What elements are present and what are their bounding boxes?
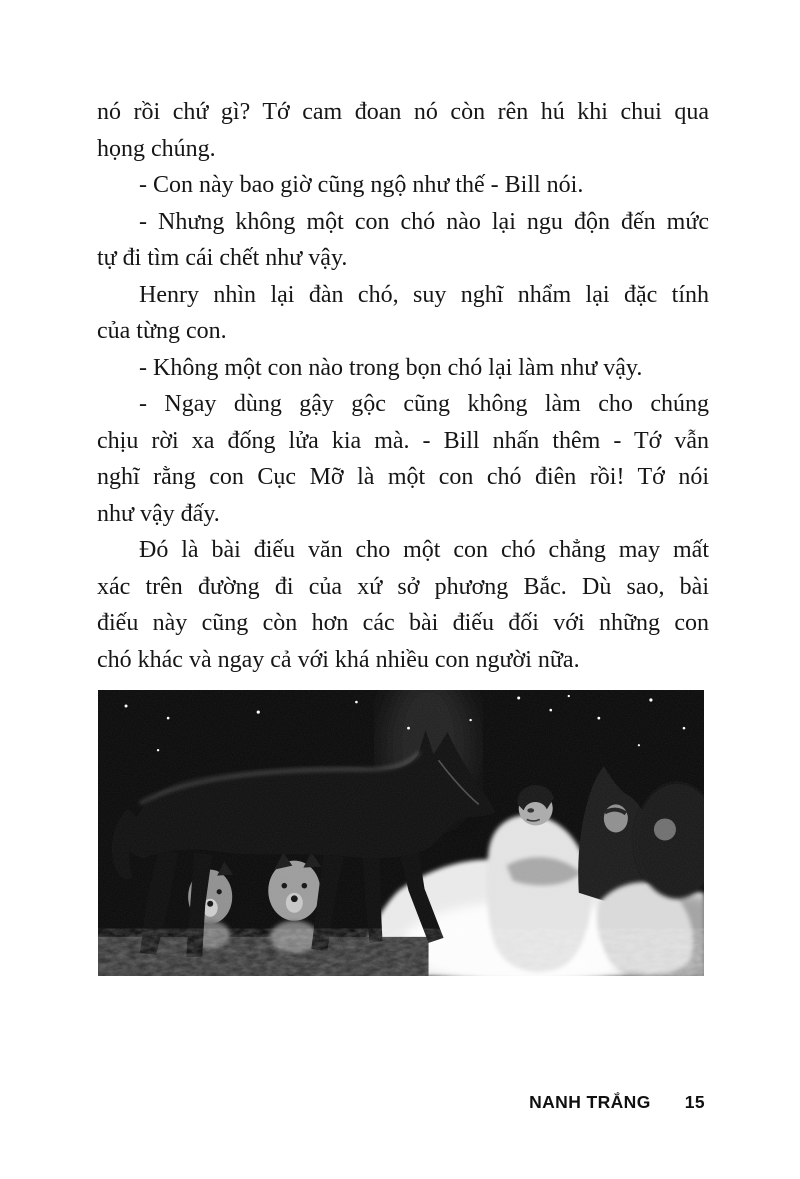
text-line: chó khác và ngay cả với khá nhiều con người nữa.: [97, 646, 580, 673]
ground-mottle: [98, 929, 704, 976]
text-line: - Nhưng không một con chó nào lại ngu độn đến mức: [139, 208, 709, 235]
text-line: xác trên đường đi của xứ sở phương Bắc. Dù sao, bài: [97, 573, 709, 600]
paragraph: [97, 94, 709, 167]
page-number: 15: [684, 1092, 705, 1112]
paragraph: [97, 386, 709, 532]
text-line: Henry nhìn lại đàn chó, suy nghĩ nhẩm lại đặc tính: [139, 281, 709, 308]
paragraph: [97, 532, 709, 678]
text-line: như vậy đấy.: [97, 500, 220, 527]
text-line: tự đi tìm cái chết như vậy.: [97, 245, 348, 271]
paragraph: [97, 204, 709, 277]
text-line: nó rồi chứ gì? Tớ cam đoan nó còn rên hú khi chui qua: [97, 99, 709, 125]
text-line: điếu này cũng còn hơn các bài điếu đối với những con: [97, 610, 709, 636]
text-line: của từng con.: [97, 318, 227, 344]
text-line: - Con này bao giờ cũng ngộ như thế - Bill nói.: [139, 172, 584, 198]
text-line: - Ngay dùng gậy gộc cũng không làm cho chúng: [139, 391, 709, 417]
text-line: Đó là bài điếu văn cho một con chó chẳng may mất: [139, 537, 709, 563]
running-title: NANH TRẮNG: [529, 1092, 651, 1112]
body-text: [97, 94, 709, 678]
illustration-wolf-night-camp: [98, 690, 704, 976]
text-line: họng chúng.: [97, 135, 216, 162]
paragraph: [97, 277, 709, 350]
paragraph: [97, 350, 709, 387]
text-line: nghĩ rằng con Cục Mỡ là một con chó điên rồi! Tớ nói: [97, 464, 709, 490]
page-footer: [0, 1092, 800, 1113]
text-line: - Không một con nào trong bọn chó lại làm như vậy.: [139, 354, 643, 381]
illustration-graphic: [98, 690, 704, 976]
paragraph: [97, 167, 709, 204]
text-line: chịu rời xa đống lửa kia mà. - Bill nhấn thêm - Tớ vẫn: [97, 427, 709, 454]
